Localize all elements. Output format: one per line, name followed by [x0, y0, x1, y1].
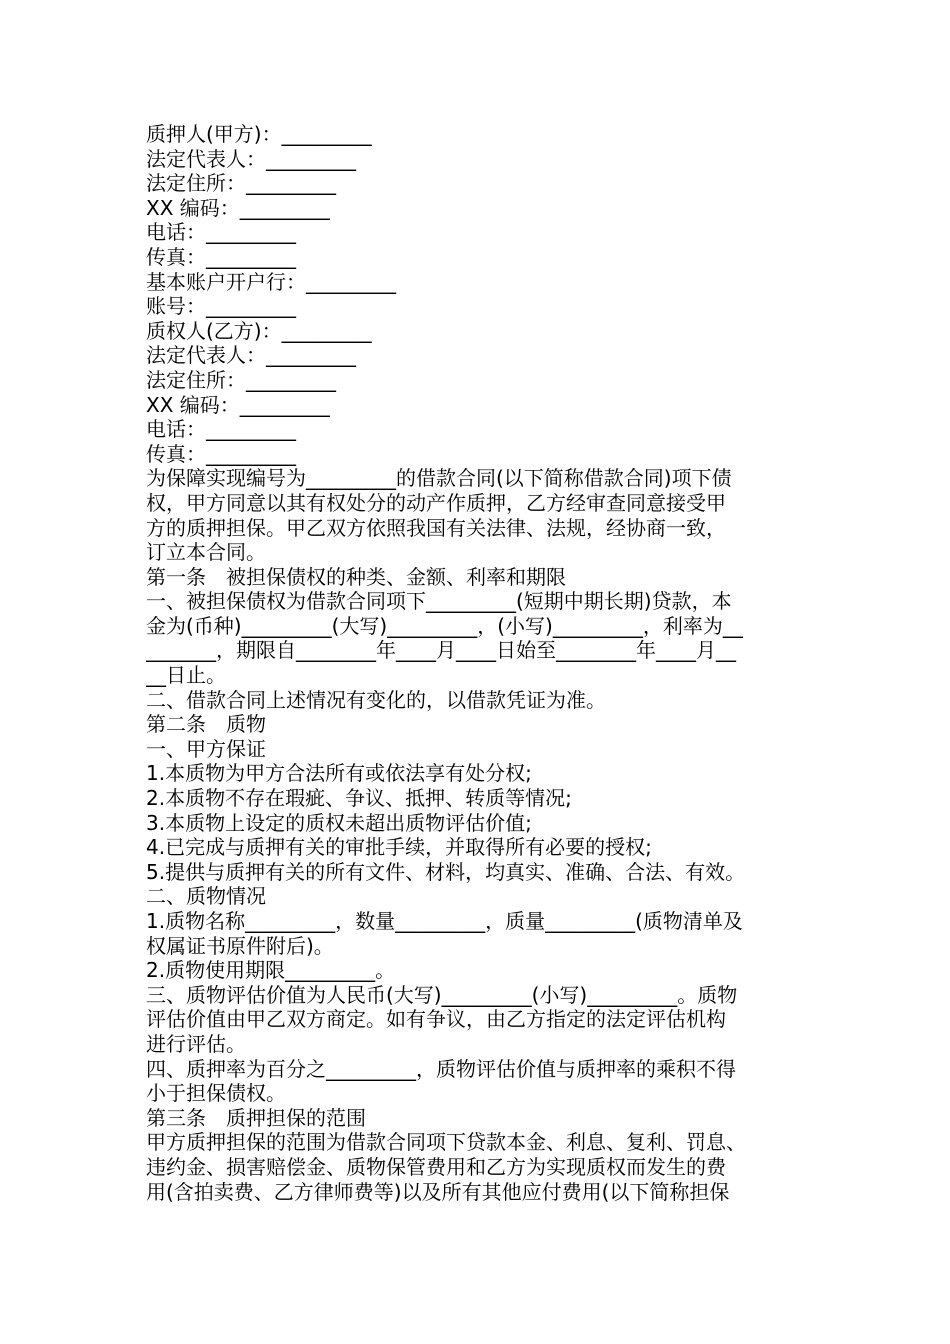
document-line: 1.质物名称_________，数量_________，质量_________(质物清单及 [146, 909, 743, 933]
document-line: 进行评估。 [146, 1031, 246, 1056]
document-line: __日止。 [146, 663, 226, 688]
document-line: 第一条 被担保债权的种类、金额、利率和期限 [146, 564, 566, 589]
document-line: 4.已完成与质押有关的审批手续，并取得所有必要的授权; [146, 835, 652, 860]
document-line: 二、质物情况 [146, 884, 266, 909]
document-line: 传真：_________ [146, 441, 296, 466]
document-line: 2.质物使用期限_________。 [146, 958, 396, 983]
document-line: 法定代表人：_________ [146, 343, 356, 368]
document-line: 二、借款合同上述情况有变化的，以借款凭证为准。 [146, 687, 606, 712]
document-line: XX 编码：_________ [146, 392, 330, 417]
document-line: 金为(币种)_________(大写)_________，(小写)_________，利率为__ [146, 613, 743, 638]
document-line: 三、质物评估价值为人民币(大写)_________(小写)_________。质物 [146, 982, 738, 1007]
document-line: 第二条 质物 [146, 712, 266, 737]
document-line: 质权人(乙方)：_________ [146, 318, 372, 343]
document-line: 权属证书原件附后)。 [146, 933, 334, 958]
document-line: 2.本质物不存在瑕疵、争议、抵押、转质等情况; [146, 786, 572, 811]
document-line: 一、甲方保证 [146, 736, 266, 761]
document-line: 评估价值由甲乙双方商定。如有争议，由乙方指定的法定评估机构 [146, 1007, 726, 1032]
document-line: 法定代表人：_________ [146, 146, 356, 171]
document-line: 甲方质押担保的范围为借款合同项下贷款本金、利息、复利、罚息、 [146, 1130, 746, 1155]
document-line: 四、质押率为百分之_________，质物评估价值与质押率的乘积不得 [146, 1056, 736, 1081]
document-line: 账号：_________ [146, 294, 296, 319]
document-line: 基本账户开户行：_________ [146, 269, 396, 294]
document-line: 电话：_________ [146, 417, 296, 442]
document-line: 5.提供与质押有关的所有文件、材料，均真实、准确、合法、有效。 [146, 859, 746, 884]
document-line: 小于担保债权。 [146, 1081, 286, 1106]
document-line: 3.本质物上设定的质权未超出质物评估价值; [146, 810, 532, 835]
document-line: 传真：_________ [146, 244, 296, 269]
document-line: 一、被担保债权为借款合同项下_________(短期中期长期)贷款，本 [146, 589, 732, 614]
document-line: 订立本合同。 [146, 540, 266, 565]
document-line: 法定住所：_________ [146, 367, 336, 392]
document-line: 方的质押担保。甲乙双方依照我国有关法律、法规，经协商一致， [146, 515, 726, 540]
document-line: 违约金、损害赔偿金、质物保管费用和乙方为实现质权而发生的费 [146, 1154, 726, 1179]
document-line: 用(含拍卖费、乙方律师费等)以及所有其他应付费用(以下简称担保 [146, 1179, 730, 1204]
document-line: 权，甲方同意以其有权处分的动产作质押，乙方经审查同意接受甲 [146, 490, 726, 515]
document-line: 1.本质物为甲方合法所有或依法享有处分权; [146, 761, 532, 786]
document-line: 电话：_________ [146, 220, 296, 245]
document-line: 法定住所：_________ [146, 171, 336, 196]
document-line: 第三条 质押担保的范围 [146, 1105, 366, 1130]
document-line: _______，期限自________年____月____日始至________年____月__ [146, 638, 736, 663]
document-body [146, 122, 826, 1204]
document-line: 为保障实现编号为_________的借款合同(以下简称借款合同)项下债 [146, 466, 732, 491]
document-line: XX 编码：_________ [146, 195, 330, 220]
document-line: 质押人(甲方)：_________ [146, 122, 372, 146]
